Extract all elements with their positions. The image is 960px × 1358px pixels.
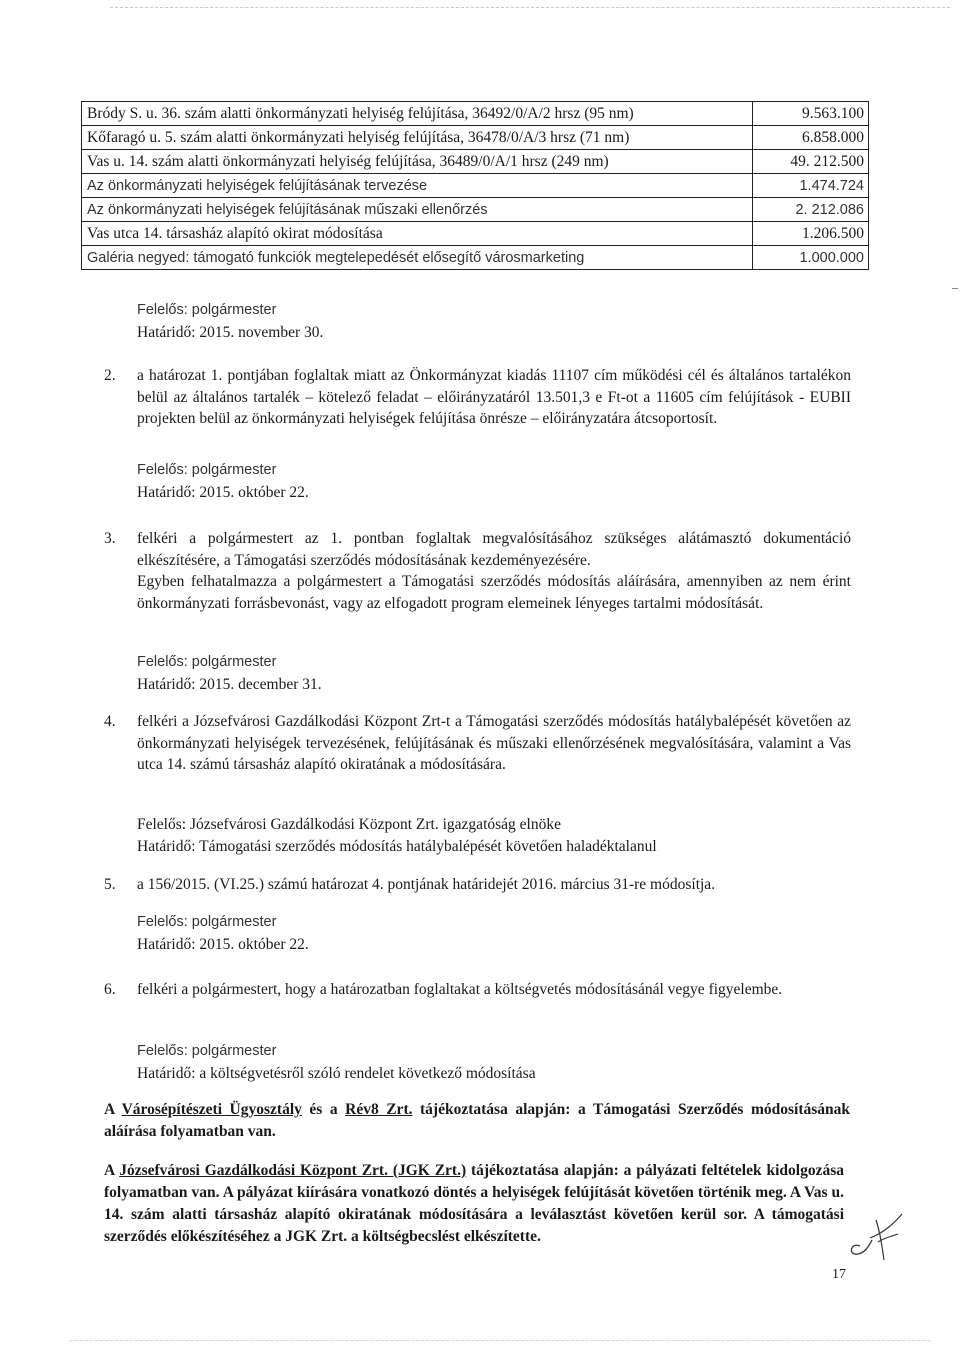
item-text-part-1: felkéri a polgármestert az 1. pontban foglaltak megvalósításához szükséges alátámasztó dokumentáció elkészítésére, a Támogatási szerződés módosításának kezdeményezésére. — [137, 530, 851, 569]
deadline: Határidő: 2015. november 30. — [137, 323, 324, 341]
responsible-party: Felelős: Józsefvárosi Gazdálkodási Központ Zrt. igazgatóság elnöke — [137, 816, 561, 833]
responsible-party: Felelős: polgármester — [137, 654, 277, 670]
row-description: Galéria negyed: támogató funkciók megtelepedését elősegítő városmarketing — [82, 246, 753, 270]
row-amount: 1.000.000 — [753, 246, 869, 270]
row-amount: 9.563.100 — [753, 102, 869, 126]
item-text — [137, 528, 851, 614]
responsible-party: Felelős: polgármester — [137, 462, 277, 478]
table-row — [82, 102, 869, 126]
table-row — [82, 222, 869, 246]
row-amount: 6.858.000 — [753, 126, 869, 150]
row-amount: 1.474.724 — [753, 174, 869, 198]
signature-initials — [842, 1198, 912, 1278]
responsible-party: Felelős: polgármester — [137, 1043, 277, 1059]
row-description: Bródy S. u. 36. szám alatti önkormányzati helyiség felújítása, 36492/0/A/2 hrsz (95 nm) — [82, 102, 753, 126]
table-row — [82, 150, 869, 174]
text-run: A — [104, 1162, 120, 1179]
page-number: 17 — [832, 1267, 846, 1282]
row-amount: 2. 212.086 — [753, 198, 869, 222]
deadline: Határidő: 2015. december 31. — [137, 675, 322, 693]
item-number: 6. — [104, 981, 116, 998]
table-row — [82, 246, 869, 270]
responsible-party: Felelős: polgármester — [137, 914, 277, 930]
row-description: Kőfaragó u. 5. szám alatti önkormányzati helyiség felújítása, 36478/0/A/3 hrsz (71 nm) — [82, 126, 753, 150]
row-amount: 1.206.500 — [753, 222, 869, 246]
item-text: a 156/2015. (VI.25.) számú határozat 4. pontjának határidejét 2016. március 31-re módosítja. — [137, 876, 716, 893]
company-name: Józsefvárosi Gazdálkodási Központ Zrt. (JGK Zrt.) — [119, 1162, 467, 1179]
company-name: Rév8 Zrt. — [345, 1101, 413, 1118]
text-run: és a — [301, 1101, 346, 1118]
item-text: a határozat 1. pontjában foglaltak miatt az Önkormányzat kiadás 11107 cím működési cél és általános tartalékon belül az általános tartalék – kötelező feladat – előirányzatáról 13.501,3 e Ft-ot a 11605 cím felújítások - EUBII projekten belül az önkormányzati helyiségek felújítása önrésze – előirányzatára átcsoportosít. — [137, 367, 851, 427]
scan-artifact-bottom — [70, 1340, 930, 1341]
item-text: felkéri a polgármestert, hogy a határozatban foglaltakat a költségvetés módosításánál vegye figyelembe. — [137, 981, 783, 998]
row-description: Az önkormányzati helyiségek felújításának tervezése — [82, 174, 753, 198]
margin-mark — [952, 288, 958, 289]
responsibility-block — [137, 1041, 536, 1084]
item-number: 3. — [104, 530, 116, 547]
table-row — [82, 174, 869, 198]
table-row — [82, 126, 869, 150]
row-description: Az önkormányzati helyiségek felújításának műszaki ellenőrzés — [82, 198, 753, 222]
responsibility-block — [137, 912, 309, 955]
item-number: 2. — [104, 367, 116, 384]
deadline: Határidő: Támogatási szerződés módosítás hatálybalépését követően haladéktalanul — [137, 837, 657, 855]
status-paragraph-1 — [104, 1099, 850, 1143]
text-run: A — [104, 1101, 122, 1118]
item-number: 5. — [104, 876, 116, 893]
item-text: felkéri a Józsefvárosi Gazdálkodási Központ Zrt-t a Támogatási szerződés módosítás hatálybalépését követően az önkormányzati helyiségek tervezésének, felújításának és műszaki ellenőrzésének megvalósítására, valamint a Vas utca 14. számú társasház alapító okiratának a módosítására. — [137, 713, 851, 773]
item-number: 4. — [104, 713, 116, 730]
responsibility-block — [137, 460, 309, 503]
deadline: Határidő: 2015. október 22. — [137, 483, 309, 501]
budget-table — [81, 101, 869, 270]
responsibility-block-1 — [137, 300, 323, 343]
status-paragraph-2 — [104, 1160, 844, 1248]
item-text-part-2: Egyben felhatalmazza a polgármestert a Támogatási szerződés módosítás aláírására, amennyiben az nem érint önkormányzati forrásbevonást, vagy az elfogadott program elemeinek lényeges tartalmi módosítását. — [137, 573, 851, 612]
responsibility-block — [137, 652, 322, 695]
deadline: Határidő: 2015. október 22. — [137, 935, 309, 953]
text-run: tájékoztatása alapján: a Támogatási Szerződés módosításának aláírása folyamatban van. — [104, 1101, 851, 1140]
scan-artifact-top — [110, 7, 950, 8]
row-description: Vas u. 14. szám alatti önkormányzati helyiség felújítása, 36489/0/A/1 hrsz (249 nm) — [82, 150, 753, 174]
text-run: tájékoztatása alapján: a pályázati feltételek kidolgozása folyamatban van. A pályázat kiírására vonatkozó döntés a helyiségek felújítását követően történik meg. A Vas u. 14. szám alatti társasház alapító okiratának módosítására a leválasztást követően kerül sor. A támogatási szerződés előkészítéséhez a JGK Zrt. a költségbecslést elkészítette. — [104, 1162, 844, 1245]
responsible-party: Felelős: polgármester — [137, 302, 277, 318]
responsibility-block — [137, 814, 657, 857]
row-description: Vas utca 14. társasház alapító okirat módosítása — [82, 222, 753, 246]
table-row — [82, 198, 869, 222]
row-amount: 49. 212.500 — [753, 150, 869, 174]
department-name: Városépítészeti Ügyosztály — [121, 1101, 302, 1118]
deadline: Határidő: a költségvetésről szóló rendelet következő módosítása — [137, 1064, 536, 1082]
